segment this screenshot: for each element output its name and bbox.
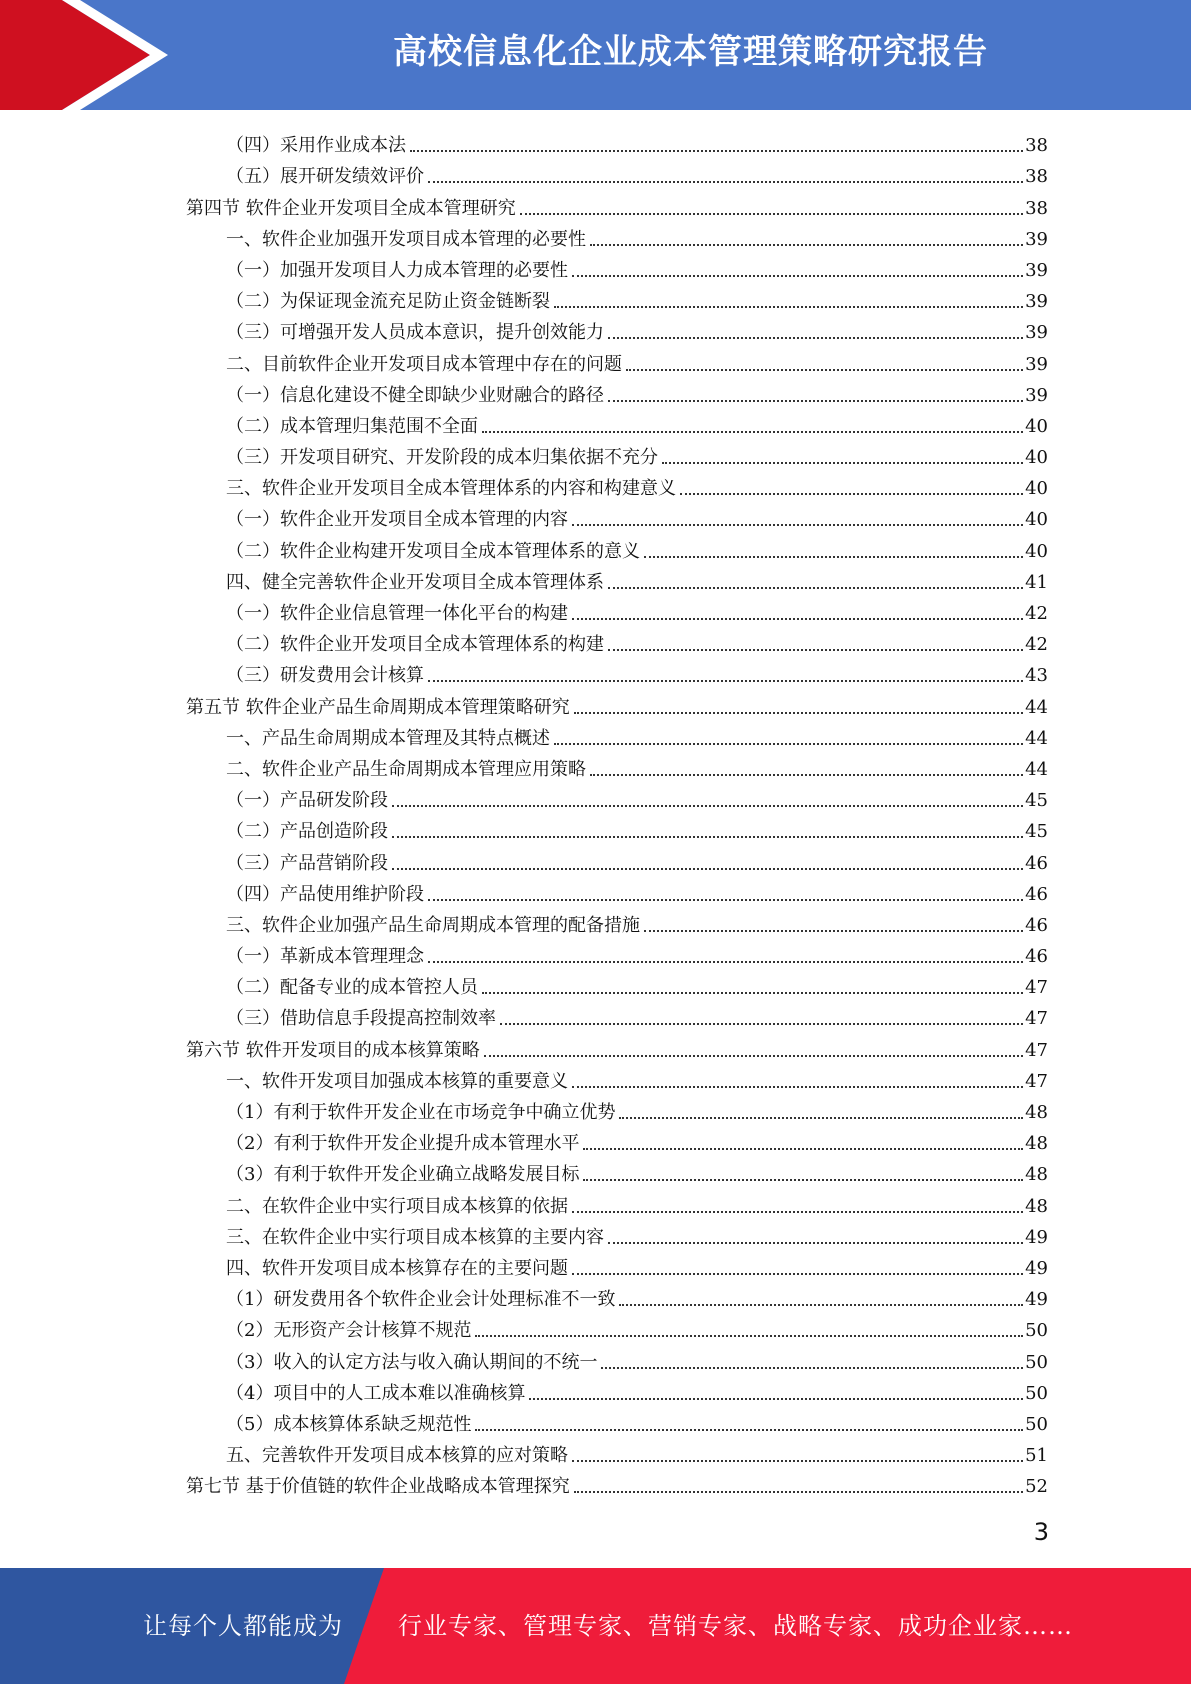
toc-entry[interactable]: [0, 126, 1191, 157]
toc-entry-title: （一）信息化建设不健全即缺少业财融合的路径: [226, 384, 604, 406]
toc-entry[interactable]: [0, 906, 1191, 937]
toc-entry-title: （一）软件企业信息管理一体化平台的构建: [226, 603, 568, 624]
toc-entry-title: 第四节 软件企业开发项目全成本管理研究: [186, 197, 516, 219]
toc-entry-title: 第七节 基于价值链的软件企业战略成本管理探究: [186, 1476, 570, 1498]
toc-entry-page: 39: [1025, 322, 1048, 344]
footer-slogan-left: 让每个人都能成为: [143, 1612, 343, 1640]
toc-dot-leader: [608, 399, 1023, 402]
toc-dot-leader: [482, 430, 1023, 433]
toc-entry-title: （4）项目中的人工成本难以准确核算: [226, 1382, 526, 1404]
toc-dot-leader: [574, 1490, 1023, 1493]
toc-entry-title: （2）有利于软件开发企业提升成本管理水平: [226, 1133, 580, 1155]
toc-entry-page: 50: [1025, 1382, 1048, 1404]
toc-entry-page: 38: [1025, 197, 1048, 219]
toc-dot-leader: [583, 1147, 1023, 1150]
toc-entry-title: （一）加强开发项目人力成本管理的必要性: [226, 259, 568, 281]
toc-entry-title: （二）为保证现金流充足防止资金链断裂: [226, 291, 550, 313]
toc-dot-leader: [529, 1397, 1023, 1400]
toc-entry-page: 39: [1025, 291, 1048, 313]
toc-entry-title: 三、软件企业开发项目全成本管理体系的内容和构建意义: [226, 478, 676, 500]
toc-entry-page: 42: [1025, 634, 1048, 656]
toc-entry[interactable]: [0, 313, 1191, 344]
toc-entry[interactable]: [0, 843, 1191, 874]
toc-entry-title: （三）产品营销阶段: [226, 852, 388, 874]
toc-entry-page: 52: [1025, 1476, 1048, 1498]
toc-entry-title: （一）软件企业开发项目全成本管理的内容: [226, 509, 568, 531]
toc-entry-title: （三）开发项目研究、开发阶段的成本归集依据不充分: [226, 447, 658, 469]
toc-entry-title: 三、软件企业加强产品生命周期成本管理的配备措施: [226, 914, 640, 936]
toc-entry-title: （3）有利于软件开发企业确立战略发展目标: [226, 1164, 580, 1186]
toc-entry-title: （1）有利于软件开发企业在市场竞争中确立优势: [226, 1102, 616, 1123]
toc-entry-page: 47: [1025, 977, 1048, 999]
toc-dot-leader: [572, 1210, 1023, 1213]
toc-entry-page: 43: [1025, 665, 1048, 687]
toc-entry-title: 一、软件开发项目加强成本核算的重要意义: [226, 1070, 568, 1092]
toc-dot-leader: [619, 1116, 1023, 1119]
toc-dot-leader: [392, 867, 1023, 870]
toc-dot-leader: [572, 274, 1023, 277]
toc-entry[interactable]: [0, 563, 1191, 594]
toc-entry-page: 40: [1025, 540, 1048, 562]
toc-entry[interactable]: [0, 344, 1191, 375]
toc-entry-title: （5）成本核算体系缺乏规范性: [226, 1413, 472, 1435]
toc-entry-page: 50: [1025, 1351, 1048, 1373]
toc-dot-leader: [680, 492, 1023, 495]
page-number: 3: [1033, 1518, 1049, 1546]
toc-entry-page: 48: [1025, 1164, 1048, 1186]
toc-entry[interactable]: [0, 1218, 1191, 1249]
toc-entry-page: 46: [1025, 914, 1048, 936]
toc-entry-page: 40: [1025, 509, 1048, 531]
toc-entry[interactable]: [0, 968, 1191, 999]
toc-entry-page: 47: [1025, 1039, 1048, 1061]
toc-entry[interactable]: [0, 438, 1191, 469]
toc-entry-page: 50: [1025, 1320, 1048, 1342]
toc-dot-leader: [662, 461, 1023, 464]
toc-dot-leader: [590, 243, 1023, 246]
toc-entry[interactable]: [0, 251, 1191, 282]
toc-entry[interactable]: [0, 1342, 1191, 1373]
toc-entry-page: 47: [1025, 1008, 1048, 1030]
toc-entry-title: 二、软件企业产品生命周期成本管理应用策略: [226, 758, 586, 780]
toc-entry-title: 第五节 软件企业产品生命周期成本管理策略研究: [186, 696, 570, 718]
toc-entry[interactable]: [0, 1093, 1191, 1124]
toc-entry[interactable]: [0, 750, 1191, 781]
toc-entry-title: 一、软件企业加强开发项目成本管理的必要性: [226, 228, 586, 250]
toc-dot-leader: [475, 1334, 1023, 1337]
toc-entry-page: 38: [1025, 166, 1048, 188]
toc-dot-leader: [484, 1054, 1023, 1057]
toc-entry[interactable]: [0, 781, 1191, 812]
toc-entry[interactable]: [0, 469, 1191, 500]
toc-entry[interactable]: [0, 594, 1191, 625]
toc-entry-title: （四）产品使用维护阶段: [226, 883, 424, 905]
toc-entry[interactable]: [0, 407, 1191, 438]
toc-entry-title: 二、目前软件企业开发项目成本管理中存在的问题: [226, 353, 622, 375]
toc-entry[interactable]: [0, 656, 1191, 687]
toc-dot-leader: [520, 212, 1023, 215]
toc-dot-leader: [574, 711, 1023, 714]
toc-entry-page: 40: [1025, 478, 1048, 500]
table-of-contents: [0, 126, 1191, 1498]
toc-entry[interactable]: [0, 1436, 1191, 1467]
toc-dot-leader: [644, 555, 1023, 558]
toc-entry[interactable]: [0, 1467, 1191, 1498]
toc-entry-page: 44: [1025, 727, 1048, 749]
toc-entry-title: （四）采用作业成本法: [226, 135, 406, 157]
toc-entry-page: 46: [1025, 883, 1048, 905]
toc-entry-page: 39: [1025, 228, 1048, 250]
document-title: 高校信息化企业成本管理策略研究报告: [393, 32, 988, 72]
toc-dot-leader: [572, 1272, 1023, 1275]
toc-dot-leader: [572, 1459, 1023, 1462]
toc-entry-page: 47: [1025, 1070, 1048, 1092]
toc-entry[interactable]: [0, 531, 1191, 562]
toc-entry-page: 39: [1025, 259, 1048, 281]
toc-entry-title: （三）借助信息手段提高控制效率: [226, 1008, 496, 1030]
toc-dot-leader: [583, 1178, 1023, 1181]
toc-dot-leader: [644, 929, 1023, 932]
toc-entry-title: （二）软件企业构建开发项目全成本管理体系的意义: [226, 540, 640, 562]
toc-entry[interactable]: [0, 1374, 1191, 1405]
toc-entry-page: 49: [1025, 1289, 1048, 1311]
red-arrow-shape: [0, 0, 150, 110]
toc-entry-title: （二）软件企业开发项目全成本管理体系的构建: [226, 634, 604, 656]
toc-entry[interactable]: [0, 1249, 1191, 1280]
page-footer: [0, 1568, 1191, 1684]
toc-dot-leader: [601, 1366, 1023, 1369]
toc-entry-page: 38: [1025, 135, 1048, 157]
toc-entry-page: 39: [1025, 353, 1048, 375]
page-header: [0, 0, 1191, 110]
toc-entry-page: 46: [1025, 946, 1048, 968]
toc-entry-title: 三、在软件企业中实行项目成本核算的主要内容: [226, 1226, 604, 1248]
toc-dot-leader: [428, 679, 1023, 682]
toc-dot-leader: [428, 960, 1023, 963]
toc-entry-title: （三）可增强开发人员成本意识，提升创效能力: [226, 322, 604, 344]
toc-entry-page: 40: [1025, 447, 1048, 469]
toc-entry[interactable]: [0, 220, 1191, 251]
toc-entry-page: 50: [1025, 1413, 1048, 1435]
toc-entry-page: 49: [1025, 1257, 1048, 1279]
toc-dot-leader: [428, 898, 1023, 901]
toc-entry-title: （二）成本管理归集范围不全面: [226, 415, 478, 437]
toc-entry-title: （三）研发费用会计核算: [226, 665, 424, 687]
toc-dot-leader: [392, 804, 1023, 807]
toc-dot-leader: [392, 835, 1023, 838]
toc-entry[interactable]: [0, 687, 1191, 718]
toc-entry-page: 49: [1025, 1226, 1048, 1248]
toc-entry-page: 46: [1025, 852, 1048, 874]
toc-entry-page: 41: [1025, 571, 1048, 593]
toc-entry-title: （五）展开研发绩效评价: [226, 166, 424, 188]
toc-entry[interactable]: [0, 1311, 1191, 1342]
toc-entry-title: 四、软件开发项目成本核算存在的主要问题: [226, 1257, 568, 1279]
toc-entry-page: 48: [1025, 1102, 1048, 1123]
toc-entry-page: 44: [1025, 758, 1048, 780]
toc-entry-title: （二）产品创造阶段: [226, 821, 388, 843]
toc-entry-title: 四、健全完善软件企业开发项目全成本管理体系: [226, 571, 604, 593]
toc-entry[interactable]: [0, 625, 1191, 656]
toc-entry-page: 45: [1025, 821, 1048, 843]
toc-entry-page: 48: [1025, 1133, 1048, 1155]
toc-entry[interactable]: [0, 1280, 1191, 1311]
toc-entry-title: （一）产品研发阶段: [226, 790, 388, 812]
toc-entry-page: 48: [1025, 1195, 1048, 1217]
toc-dot-leader: [572, 523, 1023, 526]
toc-entry-page: 39: [1025, 384, 1048, 406]
toc-dot-leader: [608, 1241, 1023, 1244]
toc-entry-title: （1）研发费用各个软件企业会计处理标准不一致: [226, 1289, 616, 1311]
toc-entry-title: （3）收入的认定方法与收入确认期间的不统一: [226, 1351, 598, 1373]
toc-entry[interactable]: [0, 1124, 1191, 1155]
toc-entry-page: 42: [1025, 603, 1048, 624]
toc-entry-page: 44: [1025, 696, 1048, 718]
toc-entry[interactable]: [0, 500, 1191, 531]
toc-entry[interactable]: [0, 376, 1191, 407]
toc-dot-leader: [428, 180, 1023, 183]
toc-entry[interactable]: [0, 999, 1191, 1030]
toc-dot-leader: [554, 742, 1023, 745]
toc-entry-title: （2）无形资产会计核算不规范: [226, 1320, 472, 1342]
footer-slogan-right: 行业专家、管理专家、营销专家、战略专家、成功企业家……: [398, 1612, 1073, 1640]
toc-dot-leader: [608, 648, 1023, 651]
toc-dot-leader: [619, 1303, 1023, 1306]
toc-entry-title: 一、产品生命周期成本管理及其特点概述: [226, 727, 550, 749]
toc-dot-leader: [626, 368, 1023, 371]
toc-dot-leader: [572, 617, 1023, 620]
toc-entry[interactable]: [0, 282, 1191, 313]
toc-entry[interactable]: [0, 1062, 1191, 1093]
toc-entry-page: 45: [1025, 790, 1048, 812]
toc-entry-title: 五、完善软件开发项目成本核算的应对策略: [226, 1445, 568, 1467]
toc-dot-leader: [608, 336, 1023, 339]
toc-entry[interactable]: [0, 188, 1191, 219]
toc-dot-leader: [590, 773, 1023, 776]
toc-entry[interactable]: [0, 812, 1191, 843]
toc-entry[interactable]: [0, 1186, 1191, 1217]
toc-dot-leader: [410, 149, 1023, 152]
toc-entry-page: 40: [1025, 415, 1048, 437]
toc-entry[interactable]: [0, 1030, 1191, 1061]
toc-entry-page: 51: [1025, 1445, 1048, 1467]
toc-entry-title: 二、在软件企业中实行项目成本核算的依据: [226, 1195, 568, 1217]
toc-dot-leader: [572, 1085, 1023, 1088]
toc-entry[interactable]: [0, 1155, 1191, 1186]
toc-entry[interactable]: [0, 937, 1191, 968]
toc-dot-leader: [500, 1022, 1023, 1025]
toc-dot-leader: [482, 991, 1023, 994]
toc-entry-title: （一）革新成本管理理念: [226, 946, 424, 968]
toc-dot-leader: [608, 586, 1023, 589]
toc-entry[interactable]: [0, 875, 1191, 906]
toc-entry[interactable]: [0, 719, 1191, 750]
toc-entry-title: 第六节 软件开发项目的成本核算策略: [186, 1039, 480, 1061]
toc-dot-leader: [554, 305, 1023, 308]
toc-entry[interactable]: [0, 157, 1191, 188]
toc-entry[interactable]: [0, 1405, 1191, 1436]
toc-dot-leader: [475, 1428, 1023, 1431]
toc-entry-title: （二）配备专业的成本管控人员: [226, 977, 478, 999]
